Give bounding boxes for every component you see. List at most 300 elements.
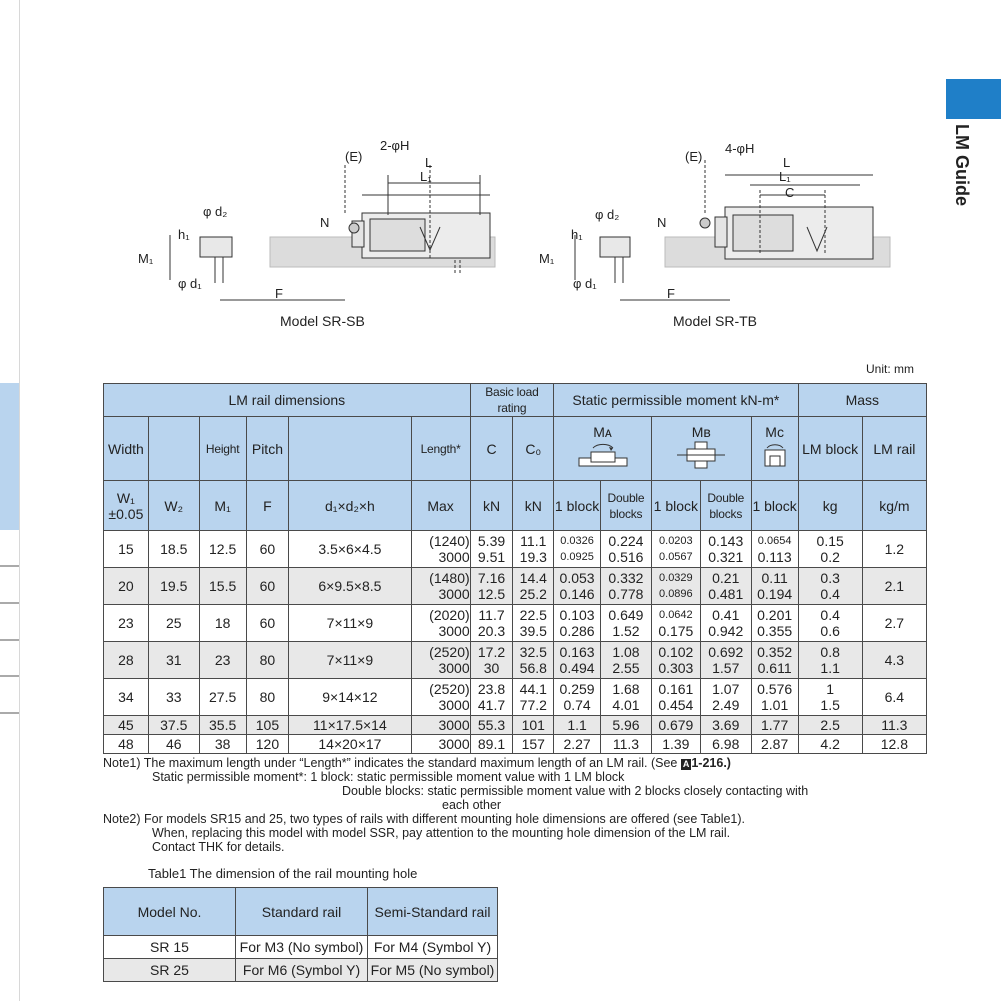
cell-value: 0.161 bbox=[658, 681, 694, 697]
cell-value: 3000 bbox=[438, 660, 470, 676]
table-cell-mb2 bbox=[700, 679, 751, 716]
table-cell-c bbox=[470, 605, 513, 642]
cell-value: 0.303 bbox=[658, 660, 694, 676]
col-max: Max bbox=[411, 481, 470, 531]
cell-value: 0.611 bbox=[757, 660, 792, 676]
t1-cell: SR 25 bbox=[104, 959, 236, 982]
cell-value: 1 bbox=[826, 681, 835, 697]
fig2-label-l1: L₁ bbox=[779, 169, 791, 184]
table-cell-ma2 bbox=[601, 605, 652, 642]
fig1-label-n: N bbox=[320, 215, 330, 230]
cell-value: 0.15 bbox=[816, 533, 844, 549]
table-cell-ma2 bbox=[601, 531, 652, 568]
table-cell-c bbox=[470, 568, 513, 605]
fig2-label-f: F bbox=[667, 286, 675, 301]
cell-value: 0.201 bbox=[757, 607, 793, 623]
table-cell-ma2 bbox=[601, 716, 652, 735]
table-cell-mb1 bbox=[651, 716, 700, 735]
table-cell-rail: 12.8 bbox=[862, 735, 926, 754]
table-cell-len bbox=[411, 642, 470, 679]
cell-value: 89.1 bbox=[477, 736, 506, 752]
fig1-label-h: 2-φH bbox=[380, 138, 410, 153]
col-c0: C₀ bbox=[513, 417, 554, 481]
fig2-label-c: C bbox=[785, 185, 795, 200]
table-cell-mc bbox=[751, 716, 798, 735]
cell-value: 25.2 bbox=[519, 586, 547, 602]
cell-value: 0.6 bbox=[820, 623, 840, 639]
col-width: Width bbox=[104, 417, 149, 481]
cell-value: 3000 bbox=[438, 623, 470, 639]
cell-value: 2.27 bbox=[563, 736, 591, 752]
fig2-label-h: 4-φH bbox=[725, 141, 755, 156]
left-row-stubs bbox=[0, 383, 19, 753]
table-cell-mb1 bbox=[651, 642, 700, 679]
table-cell-c bbox=[470, 716, 513, 735]
table-cell-dims: 11×17.5×14 bbox=[289, 716, 411, 735]
cell-value: 0.3 bbox=[820, 570, 840, 586]
spec-table-body bbox=[104, 531, 927, 754]
table-cell-c0 bbox=[513, 605, 554, 642]
table-cell-mc bbox=[751, 679, 798, 716]
cell-value: 0.286 bbox=[559, 623, 595, 639]
cell-value: (2020) bbox=[429, 607, 470, 623]
col-kn-c: kN bbox=[470, 481, 513, 531]
moment-mc-icon bbox=[757, 440, 793, 470]
table-cell-c0 bbox=[513, 642, 554, 679]
table-cell-w1: 20 bbox=[104, 568, 149, 605]
table-cell-f: 80 bbox=[246, 642, 289, 679]
col-mb-double: Double blocks bbox=[700, 481, 751, 531]
col-f: F bbox=[246, 481, 289, 531]
fig2-label-d2: φ d₂ bbox=[595, 207, 620, 222]
cell-value: 0.8 bbox=[820, 644, 840, 660]
cell-value: 0.175 bbox=[658, 623, 694, 639]
cell-value: 1.39 bbox=[662, 736, 690, 752]
cell-value: 3000 bbox=[438, 586, 470, 602]
t1-cell: For M3 (No symbol) bbox=[236, 936, 368, 959]
notes bbox=[103, 756, 933, 854]
cell-value: 1.77 bbox=[761, 717, 789, 733]
cell-value: 0.0642 bbox=[659, 609, 693, 621]
cell-value: 0.2 bbox=[820, 549, 840, 565]
table-cell-blk bbox=[798, 716, 862, 735]
cell-value: 3000 bbox=[438, 736, 470, 752]
cell-value: 0.259 bbox=[559, 681, 595, 697]
table-cell-rail: 6.4 bbox=[862, 679, 926, 716]
table-cell-m1: 18 bbox=[199, 605, 246, 642]
col-mc bbox=[751, 417, 798, 481]
cell-value: 30 bbox=[483, 660, 500, 676]
table-cell-w2: 46 bbox=[148, 735, 199, 754]
group-static-moment: Static permissible moment kN-m* bbox=[554, 384, 798, 417]
col-m1: M₁ bbox=[199, 481, 246, 531]
table-cell-rail: 11.3 bbox=[862, 716, 926, 735]
fig1-caption: Model SR-SB bbox=[280, 313, 365, 329]
table-cell-w1: 45 bbox=[104, 716, 149, 735]
cell-value: 0.0326 bbox=[560, 535, 594, 547]
cell-value: 0.053 bbox=[559, 570, 595, 586]
cell-value: 56.8 bbox=[519, 660, 547, 676]
fig2-label-e: (E) bbox=[685, 149, 703, 164]
table-cell-blk bbox=[798, 735, 862, 754]
cell-value: 0.146 bbox=[559, 586, 595, 602]
table-cell-w1: 23 bbox=[104, 605, 149, 642]
table-cell-f: 60 bbox=[246, 568, 289, 605]
unit-label: Unit: mm bbox=[866, 362, 914, 376]
table-row bbox=[104, 642, 927, 679]
cell-value: 41.7 bbox=[477, 697, 506, 713]
col-mb bbox=[651, 417, 751, 481]
table-cell-mc bbox=[751, 735, 798, 754]
cell-value: 2.55 bbox=[612, 660, 640, 676]
table-cell-f: 60 bbox=[246, 605, 289, 642]
col-w1 bbox=[104, 481, 149, 531]
table-cell-mc bbox=[751, 642, 798, 679]
t1-cell: For M4 (Symbol Y) bbox=[368, 936, 498, 959]
table-cell-rail: 4.3 bbox=[862, 642, 926, 679]
cell-value: 3000 bbox=[438, 549, 470, 565]
cell-value: 39.5 bbox=[519, 623, 547, 639]
cell-value: 4.2 bbox=[820, 736, 840, 752]
table-cell-c bbox=[470, 531, 513, 568]
cell-value: 0.102 bbox=[658, 644, 694, 660]
cell-value: 3.69 bbox=[712, 717, 740, 733]
table-cell-blk bbox=[798, 605, 862, 642]
table1 bbox=[103, 887, 498, 982]
table-cell-ma2 bbox=[601, 568, 652, 605]
page-edge-line bbox=[19, 0, 20, 1001]
table-cell-ma1 bbox=[554, 605, 601, 642]
fig1-label-l: L bbox=[425, 155, 433, 170]
table-cell-w1: 34 bbox=[104, 679, 149, 716]
cell-value: 0.494 bbox=[559, 660, 595, 676]
t1-cell: For M6 (Symbol Y) bbox=[236, 959, 368, 982]
table-cell-w2: 37.5 bbox=[148, 716, 199, 735]
table-cell-ma2 bbox=[601, 735, 652, 754]
cell-value: 11.3 bbox=[612, 736, 640, 752]
cell-value: 1.01 bbox=[761, 697, 789, 713]
drawing-sr-tb bbox=[535, 135, 895, 315]
fig2-label-l: L bbox=[783, 155, 791, 170]
cell-value: 0.0654 bbox=[757, 535, 792, 547]
cell-value: 0.0329 bbox=[659, 572, 693, 584]
fig2-label-n: N bbox=[657, 215, 667, 230]
table-cell-rail: 2.7 bbox=[862, 605, 926, 642]
table-cell-mb1 bbox=[651, 605, 700, 642]
cell-value: 5.96 bbox=[612, 717, 640, 733]
cell-value: 0.692 bbox=[708, 644, 744, 660]
table-cell-m1: 27.5 bbox=[199, 679, 246, 716]
cell-value: 0.11 bbox=[761, 570, 788, 586]
cell-value: 0.576 bbox=[757, 681, 793, 697]
table-cell-c bbox=[470, 679, 513, 716]
t1-header-model: Model No. bbox=[104, 888, 236, 936]
table-cell-len bbox=[411, 605, 470, 642]
t1-cell: SR 15 bbox=[104, 936, 236, 959]
table-cell-dims: 7×11×9 bbox=[289, 642, 411, 679]
cell-value: 0.4 bbox=[820, 607, 840, 623]
table-row bbox=[104, 568, 927, 605]
table-cell-mb2 bbox=[700, 735, 751, 754]
cell-value: 0.481 bbox=[708, 586, 744, 602]
ref-badge: A bbox=[682, 759, 690, 769]
table-cell-ma1 bbox=[554, 642, 601, 679]
note1-text: Note1) The maximum length under “Length*” indicates the standard maximum length of an LM rail. (See bbox=[103, 756, 678, 770]
cell-value: 0.454 bbox=[658, 697, 694, 713]
col-ma bbox=[554, 417, 652, 481]
w1-label: W₁ bbox=[116, 489, 135, 506]
cell-value: 14.4 bbox=[519, 570, 547, 586]
cell-value: 2.87 bbox=[761, 736, 789, 752]
cell-value: 32.5 bbox=[519, 644, 547, 660]
table-cell-dims: 7×11×9 bbox=[289, 605, 411, 642]
cell-value: 3000 bbox=[438, 697, 470, 713]
note1-static: Static permissible moment*: 1 block: static permissible moment value with 1 LM block bbox=[152, 770, 625, 784]
spec-table bbox=[103, 383, 927, 754]
table-cell-dims: 9×14×12 bbox=[289, 679, 411, 716]
table-cell-dims: 6×9.5×8.5 bbox=[289, 568, 411, 605]
cell-value: 0.332 bbox=[608, 570, 644, 586]
cell-value: (2520) bbox=[429, 644, 470, 660]
col-kg: kg bbox=[798, 481, 862, 531]
table-cell-f: 60 bbox=[246, 531, 289, 568]
fig2-label-m1: M₁ bbox=[539, 251, 555, 266]
col-pitch: Pitch bbox=[246, 417, 289, 481]
col-kgm: kg/m bbox=[862, 481, 926, 531]
table-cell-rail: 2.1 bbox=[862, 568, 926, 605]
table-cell-dims: 14×20×17 bbox=[289, 735, 411, 754]
table-cell-w2: 18.5 bbox=[148, 531, 199, 568]
cell-value: 23.8 bbox=[477, 681, 506, 697]
note1-line bbox=[103, 756, 933, 770]
col-height: Height bbox=[199, 417, 246, 481]
col-w2: W₂ bbox=[148, 481, 199, 531]
cell-value: 1.5 bbox=[820, 697, 840, 713]
note1-double: Double blocks: static permissible moment value with 2 blocks closely contacting with bbox=[342, 784, 809, 798]
cell-value: 19.3 bbox=[519, 549, 547, 565]
cell-value: 0.113 bbox=[757, 549, 792, 565]
table-cell-mb1 bbox=[651, 531, 700, 568]
table-cell-len bbox=[411, 568, 470, 605]
cell-value: 5.39 bbox=[477, 533, 506, 549]
moment-mb-icon bbox=[673, 440, 729, 470]
table-cell-f: 80 bbox=[246, 679, 289, 716]
table-cell-w1: 48 bbox=[104, 735, 149, 754]
table-cell-mc bbox=[751, 531, 798, 568]
cell-value: 0.0925 bbox=[560, 551, 594, 563]
table-cell-m1: 15.5 bbox=[199, 568, 246, 605]
cell-value: 0.163 bbox=[559, 644, 595, 660]
cell-value: 0.942 bbox=[708, 623, 744, 639]
group-mass: Mass bbox=[798, 384, 926, 417]
note1-ref[interactable]: 1-216.) bbox=[691, 756, 731, 770]
table-cell-ma2 bbox=[601, 642, 652, 679]
cell-value: 1.1 bbox=[820, 660, 840, 676]
table-cell-mb1 bbox=[651, 735, 700, 754]
table-cell-c bbox=[470, 735, 513, 754]
table-cell-len bbox=[411, 679, 470, 716]
table-cell-mb2 bbox=[700, 642, 751, 679]
cell-value: 0.74 bbox=[563, 697, 591, 713]
fig1-label-d1: φ d₁ bbox=[178, 276, 202, 291]
table-cell-len bbox=[411, 735, 470, 754]
table-cell-w2: 25 bbox=[148, 605, 199, 642]
table1-caption: Table1 The dimension of the rail mounting hole bbox=[148, 866, 418, 881]
w1-tolerance: ±0.05 bbox=[108, 505, 144, 522]
col-w2-blank bbox=[148, 417, 199, 481]
drawing-sr-sb bbox=[130, 135, 510, 315]
table-cell-m1: 38 bbox=[199, 735, 246, 754]
cell-value: 44.1 bbox=[519, 681, 547, 697]
col-lm-block: LM block bbox=[798, 417, 862, 481]
note1-each-other: each other bbox=[442, 798, 502, 812]
table-cell-w2: 33 bbox=[148, 679, 199, 716]
cell-value: 17.2 bbox=[477, 644, 506, 660]
cell-value: (1240) bbox=[429, 533, 470, 549]
cell-value: 1.52 bbox=[612, 623, 640, 639]
table-cell-m1: 12.5 bbox=[199, 531, 246, 568]
mc-label: Mᴄ bbox=[765, 424, 784, 440]
table-cell-ma1 bbox=[554, 679, 601, 716]
t1-cell: For M5 (No symbol) bbox=[368, 959, 498, 982]
side-title: LM Guide bbox=[952, 124, 972, 206]
moment-ma-icon bbox=[575, 440, 631, 470]
table-cell-blk bbox=[798, 642, 862, 679]
table-cell-m1: 23 bbox=[199, 642, 246, 679]
note2-line: Note2) For models SR15 and 25, two types of rails with different mounting hole dimensions are offered (see Table1). bbox=[103, 812, 746, 826]
table-cell-ma1 bbox=[554, 568, 601, 605]
t1-header-semi: Semi-Standard rail bbox=[368, 888, 498, 936]
table-cell-mb1 bbox=[651, 679, 700, 716]
table-cell-mb2 bbox=[700, 531, 751, 568]
table-cell-c0 bbox=[513, 568, 554, 605]
cell-value: 11.1 bbox=[520, 533, 547, 549]
table-cell-c0 bbox=[513, 679, 554, 716]
table-row bbox=[104, 679, 927, 716]
cell-value: 0.143 bbox=[708, 533, 744, 549]
cell-value: 101 bbox=[521, 717, 545, 733]
cell-value: 0.224 bbox=[608, 533, 644, 549]
table-cell-mc bbox=[751, 568, 798, 605]
cell-value: 0.4 bbox=[820, 586, 840, 602]
cell-value: (1480) bbox=[429, 570, 470, 586]
table-cell-c0 bbox=[513, 716, 554, 735]
table-cell-mb2 bbox=[700, 605, 751, 642]
table-cell-f: 120 bbox=[246, 735, 289, 754]
cell-value: 0.679 bbox=[658, 717, 694, 733]
note2-replace: When, replacing this model with model SSR, pay attention to the mounting hole dimension of the LM rail. bbox=[152, 826, 731, 840]
cell-value: 9.51 bbox=[477, 549, 506, 565]
table-cell-c0 bbox=[513, 735, 554, 754]
section-tab bbox=[946, 79, 1001, 119]
col-lm-rail: LM rail bbox=[862, 417, 926, 481]
col-length: Length* bbox=[411, 417, 470, 481]
table-cell-len bbox=[411, 716, 470, 735]
cell-value: 0.321 bbox=[708, 549, 744, 565]
table-cell-mb2 bbox=[700, 716, 751, 735]
table-cell-w1: 28 bbox=[104, 642, 149, 679]
cell-value: 0.194 bbox=[757, 586, 793, 602]
table-row bbox=[104, 605, 927, 642]
cell-value: 0.778 bbox=[608, 586, 644, 602]
table-cell-ma2 bbox=[601, 679, 652, 716]
table-cell-rail: 1.2 bbox=[862, 531, 926, 568]
fig2-label-h1: h₁ bbox=[571, 227, 583, 242]
fig1-label-h1: h₁ bbox=[178, 227, 190, 242]
cell-value: 20.3 bbox=[477, 623, 506, 639]
col-c: C bbox=[470, 417, 513, 481]
cell-value: 1.68 bbox=[612, 681, 640, 697]
table-cell-dims: 3.5×6×4.5 bbox=[289, 531, 411, 568]
col-mb-1block: 1 block bbox=[651, 481, 700, 531]
col-mc-1block: 1 block bbox=[751, 481, 798, 531]
cell-value: 6.98 bbox=[712, 736, 740, 752]
cell-value: 0.355 bbox=[757, 623, 793, 639]
cell-value: 0.516 bbox=[608, 549, 644, 565]
col-ma-double: Double blocks bbox=[601, 481, 652, 531]
table-cell-w1: 15 bbox=[104, 531, 149, 568]
cell-value: 2.5 bbox=[820, 717, 840, 733]
fig1-label-l1: L₁ bbox=[420, 169, 432, 184]
table-cell-mc bbox=[751, 605, 798, 642]
table-cell-ma1 bbox=[554, 735, 601, 754]
fig1-label-d2: φ d₂ bbox=[203, 204, 228, 219]
group-rail-dimensions: LM rail dimensions bbox=[104, 384, 471, 417]
table-row bbox=[104, 531, 927, 568]
cell-value: 7.16 bbox=[477, 570, 506, 586]
table-cell-w2: 19.5 bbox=[148, 568, 199, 605]
table-cell-blk bbox=[798, 679, 862, 716]
cell-value: 0.0567 bbox=[659, 551, 693, 563]
group-basic-load: Basic load rating bbox=[470, 384, 554, 417]
table-cell-mb2 bbox=[700, 568, 751, 605]
fig1-label-f: F bbox=[275, 286, 283, 301]
cell-value: 4.01 bbox=[612, 697, 640, 713]
fig2-label-d1: φ d₁ bbox=[573, 276, 597, 291]
fig2-caption: Model SR-TB bbox=[673, 313, 758, 329]
table-cell-len bbox=[411, 531, 470, 568]
cell-value: 0.21 bbox=[712, 570, 740, 586]
table-cell-mb1 bbox=[651, 568, 700, 605]
cell-value: 0.649 bbox=[608, 607, 644, 623]
cell-value: 77.2 bbox=[519, 697, 547, 713]
fig1-label-e: (E) bbox=[345, 149, 363, 164]
col-kn-c0: kN bbox=[513, 481, 554, 531]
table-cell-c0 bbox=[513, 531, 554, 568]
note2-contact: Contact THK for details. bbox=[152, 840, 285, 854]
cell-value: 11.7 bbox=[478, 607, 505, 623]
cell-value: 1.57 bbox=[712, 660, 740, 676]
col-dims-blank bbox=[289, 417, 411, 481]
table-cell-blk bbox=[798, 531, 862, 568]
cell-value: 0.0203 bbox=[659, 535, 693, 547]
cell-value: 1.1 bbox=[567, 717, 587, 733]
table-cell-ma1 bbox=[554, 531, 601, 568]
cell-value: (2520) bbox=[429, 681, 470, 697]
table-row bbox=[104, 716, 927, 735]
cell-value: 0.0896 bbox=[659, 588, 693, 600]
cell-value: 2.49 bbox=[712, 697, 740, 713]
table-cell-f: 105 bbox=[246, 716, 289, 735]
cell-value: 1.08 bbox=[612, 644, 640, 660]
table-cell-w2: 31 bbox=[148, 642, 199, 679]
fig1-label-m1: M₁ bbox=[138, 251, 154, 266]
col-ma-1block: 1 block bbox=[554, 481, 601, 531]
table-cell-c bbox=[470, 642, 513, 679]
table-cell-blk bbox=[798, 568, 862, 605]
cell-value: 1.07 bbox=[712, 681, 740, 697]
ma-label: Mᴀ bbox=[593, 424, 612, 440]
